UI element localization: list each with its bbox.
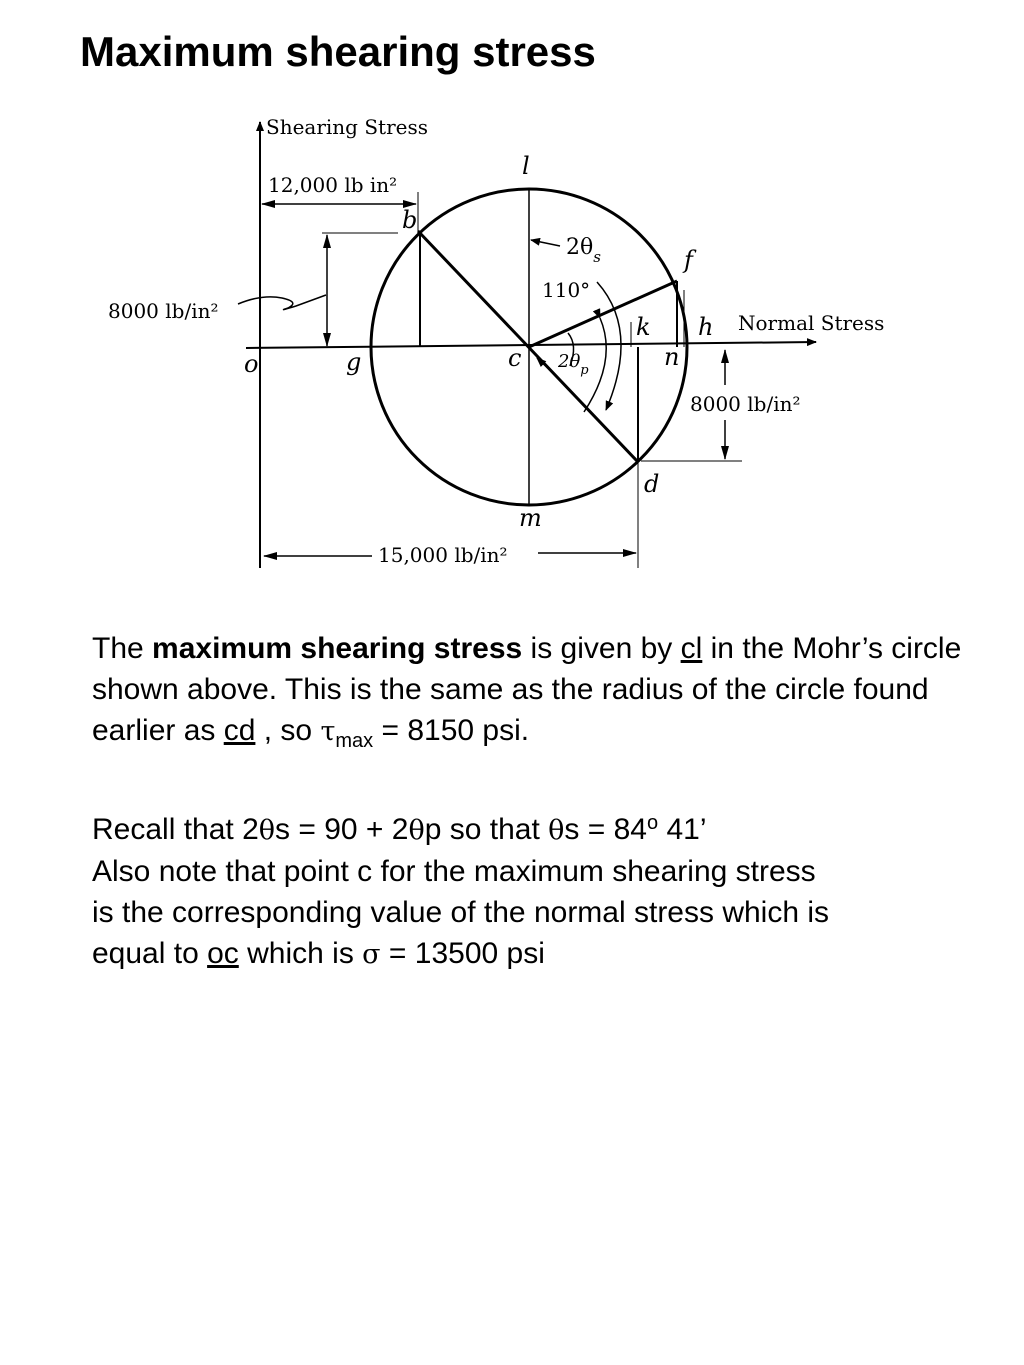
tau-symbol: τ bbox=[320, 716, 336, 747]
segment-cd: cd bbox=[223, 714, 256, 747]
dim-bottom-label: 15,000 lb/in² bbox=[378, 543, 508, 567]
paragraph-2-line-1: Recall that 2θs = 90 + 2θp so that $\theta s = 84^o$ 41’ bbox=[92, 812, 707, 846]
paragraph-2-line-3: is the corresponding value of the normal stress which is bbox=[92, 896, 830, 929]
dim-top-label: 12,000 lb in² bbox=[268, 173, 398, 197]
point-d: d bbox=[644, 470, 660, 498]
dim-left-leader bbox=[238, 295, 326, 310]
arc-2theta-s bbox=[597, 282, 621, 410]
point-k: k bbox=[636, 313, 651, 341]
dim-right-label: 8000 lb/in² bbox=[690, 392, 801, 416]
point-n: n bbox=[664, 343, 680, 371]
explanation-text bbox=[92, 628, 1002, 975]
point-g: g bbox=[346, 348, 362, 376]
paragraph-2-line-2: Also note that point c for the maximum shearing stress bbox=[92, 855, 816, 888]
degree-superscript: o bbox=[646, 812, 659, 834]
segment-cl: cl bbox=[680, 632, 703, 665]
angle-110: 110° bbox=[542, 278, 591, 302]
term-max-shear: maximum shearing stress bbox=[152, 632, 523, 665]
angle-2theta-p: $2\theta_p$ bbox=[558, 351, 589, 378]
point-m: m bbox=[519, 504, 542, 532]
arrow-2theta-s bbox=[531, 240, 560, 246]
arrow-2theta-p bbox=[537, 358, 552, 372]
normal-axis-label: Normal Stress bbox=[738, 311, 885, 335]
sigma-symbol: σ bbox=[362, 939, 381, 970]
dim-left-label: 8000 lb/in² bbox=[108, 299, 219, 323]
angle-2theta-s: $2\theta_s$ bbox=[566, 235, 601, 266]
point-o: o bbox=[244, 350, 259, 378]
paragraph-2-line-4: equal to oc which is σ = 13500 psi bbox=[92, 937, 545, 970]
point-l: l bbox=[522, 152, 530, 180]
mohr-circle-diagram bbox=[0, 0, 1024, 600]
point-c: c bbox=[508, 344, 522, 372]
point-b: b bbox=[402, 206, 418, 234]
page-title: Maximum shearing stress bbox=[80, 28, 596, 75]
paragraph-1: The maximum shearing stress is given by cl in the Mohr’s circle shown above. This is the same as the radius of the circle found earlier as cd , so $\tau_{max} = 8150$ psi. bbox=[92, 632, 962, 752]
point-h: h bbox=[698, 313, 714, 341]
tau-subscript: max bbox=[335, 730, 374, 752]
point-f: f bbox=[684, 246, 693, 274]
shear-axis-label: Shearing Stress bbox=[266, 115, 429, 139]
segment-oc: oc bbox=[207, 937, 239, 970]
